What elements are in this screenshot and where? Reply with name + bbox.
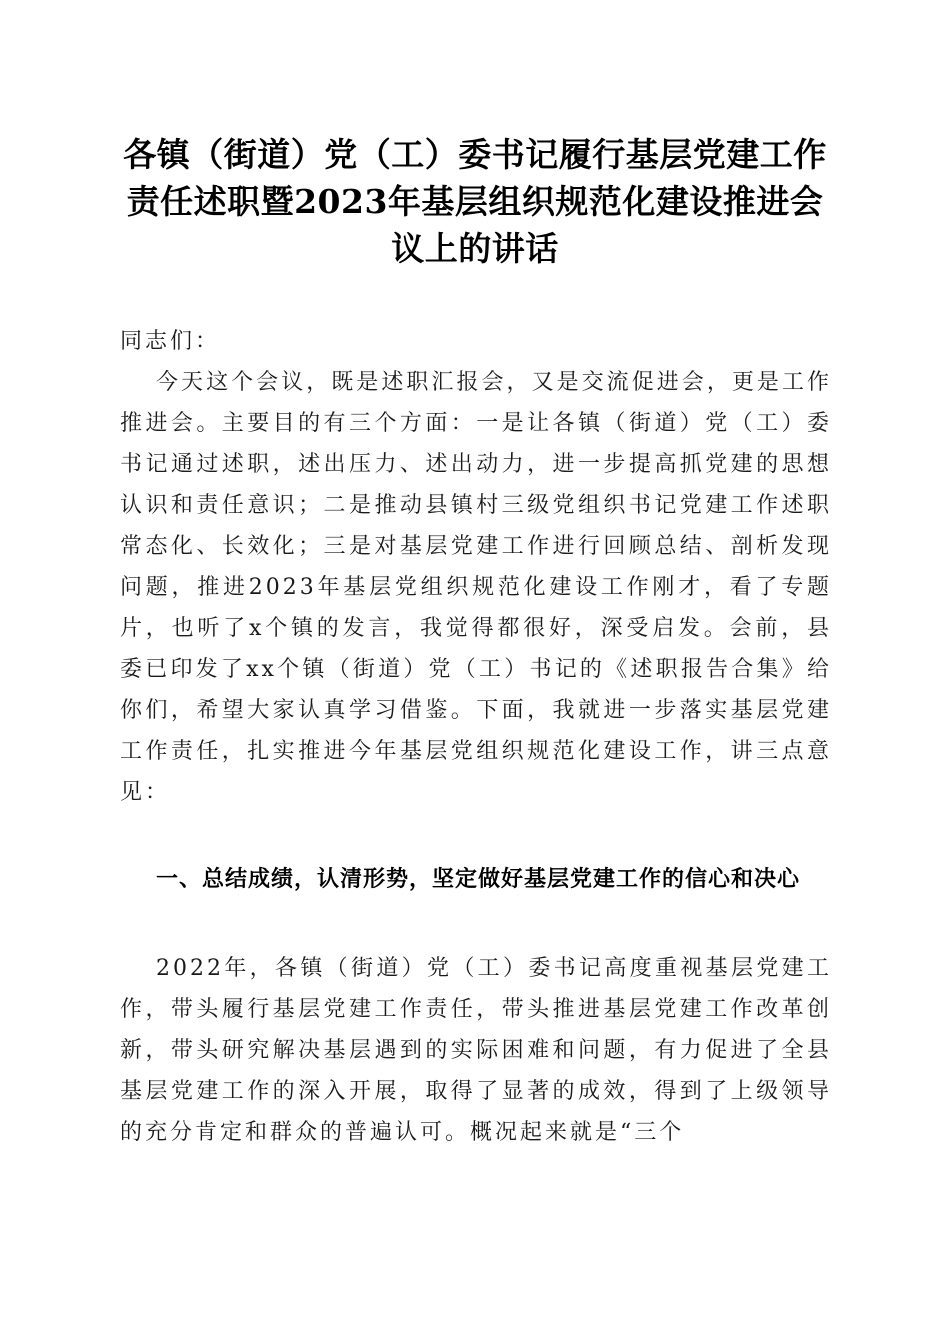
paragraph-section-1: 2022年，各镇（街道）党（工）委书记高度重视基层党建工作，带头履行基层党建工作责任，带头推进基层党建工作改革创新，带头研究解决基层遇到的实际困难和问题，有力促进了全县基层党建工作的深入开展，取得了显著的成效，得到了上级领导的充分肯定和群众的普遍认可。概况起来就是“三个 [120, 956, 832, 1145]
document-title: 各镇（街道）党（工）委书记履行基层党建工作责任述职暨2023年基层组织规范化建设推进会议上的讲话 [123, 135, 827, 268]
paragraph-intro: 今天这个会议，既是述职汇报会，又是交流促进会，更是工作推进会。主要目的有三个方面：一是让各镇（街道）党（工）委书记通过述职，述出压力、述出动力，进一步提高抓党建的思想认识和责任意识；二是推动县镇村三级党组织书记党建工作述职常态化、长效化；三是对基层党建工作进行回顾总结、剖析发现问题，推进2023年基层党组织规范化建设工作刚才，看了专题片，也听了x个镇的发言，我觉得都很好，深受启发。会前，县委已印发了xx个镇（街道）党（工）书记的《述职报告合集》给你们，希望大家认真学习借鉴。下面，我就进一步落实基层党建工作责任，扎实推进今年基层党组织规范化建设工作，讲三点意见： [120, 370, 832, 805]
section-heading-1: 一、总结成绩，认清形势，坚定做好基层党建工作的信心和决心 [156, 867, 801, 892]
greeting: 同志们： [120, 329, 221, 354]
